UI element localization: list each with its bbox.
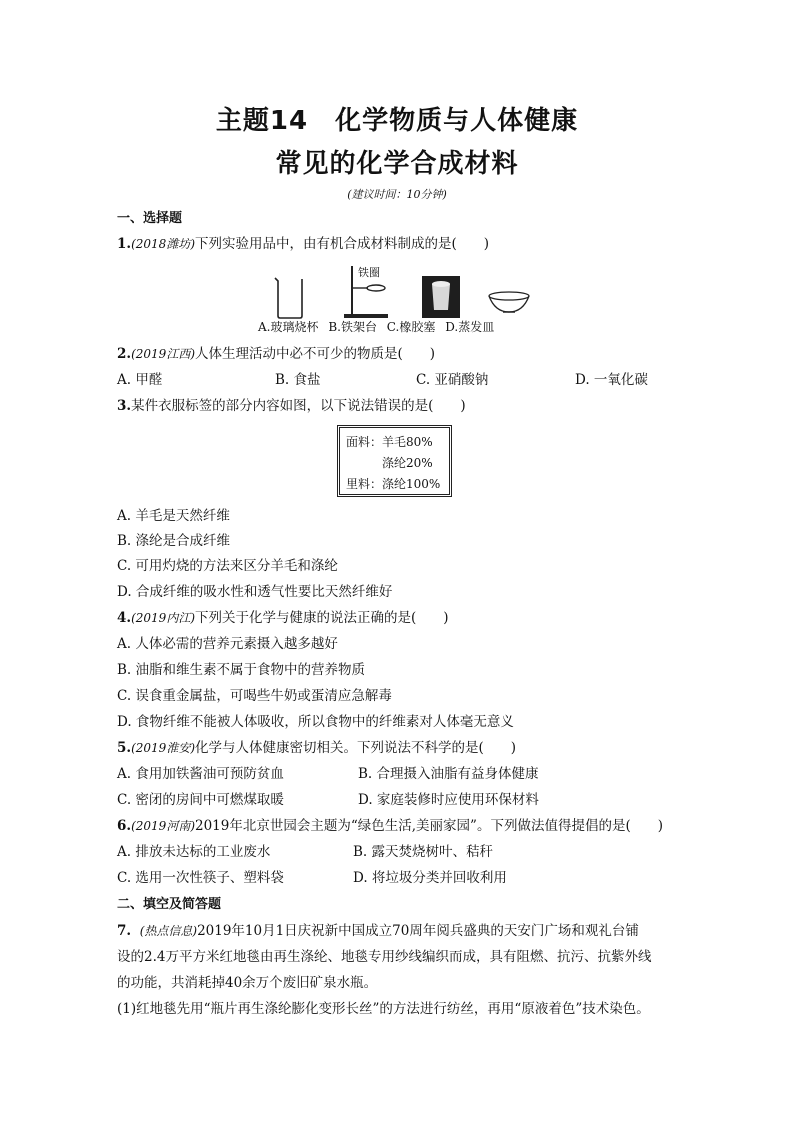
option-a[interactable]: A. 甲醛 (117, 372, 163, 388)
question-source: (热点信息) (139, 924, 198, 938)
option-d[interactable]: D. 合成纤维的吸水性和透气性要比天然纤维好 (117, 584, 393, 600)
figure-tag-iron-ring: 铁圈 (358, 266, 380, 279)
option-c[interactable]: C. 密闭的房间中可燃煤取暖 (117, 792, 284, 808)
question-number: 5. (117, 740, 132, 756)
question-number: 3. (117, 398, 132, 414)
option-a[interactable]: A. 食用加铁酱油可预防贫血 (117, 766, 284, 782)
option-c[interactable]: C. 亚硝酸钠 (416, 372, 489, 388)
page-subtitle: 常见的化学合成材料 (275, 149, 519, 179)
option-d[interactable]: D. 将垃圾分类并回收利用 (353, 870, 507, 886)
label-line: 面料：羊毛80% (346, 435, 433, 449)
figure-labels (258, 318, 500, 335)
question-6 (117, 817, 663, 835)
beaker-icon (272, 276, 308, 320)
option-b[interactable]: B. 食盐 (275, 372, 321, 388)
rubber-stopper-icon (422, 276, 460, 318)
question-7-line-2: 设的2.4万平方米红地毯由再生涤纶、地毯专用纱线编织而成，具有阻燃、抗污、抗紫外线 (117, 949, 652, 965)
question-3 (117, 397, 466, 415)
option-a[interactable]: A. 排放未达标的工业废水 (117, 844, 271, 860)
question-number: 6. (117, 818, 132, 834)
question-1 (117, 235, 489, 253)
option-c[interactable]: C. 可用灼烧的方法来区分羊毛和涤纶 (117, 558, 338, 574)
question-source: (2018潍坊) (131, 237, 195, 251)
option-d[interactable]: D. 一氧化碳 (575, 372, 648, 388)
option-d[interactable]: D. 家庭装修时应使用环保材料 (358, 792, 539, 808)
question-source: (2019内江) (131, 611, 195, 625)
question-stem: 化学与人体健康密切相关。下列说法不科学的是( ) (195, 740, 517, 756)
option-b-label[interactable]: B.铁架台 (328, 320, 377, 334)
question-number: 2. (117, 346, 132, 362)
section-heading-fill: 二、填空及简答题 (117, 897, 222, 912)
question-stem: 2019年北京世园会主题为“绿色生活,美丽家园”。下列做法值得提倡的是( ) (195, 818, 663, 834)
option-b[interactable]: B. 合理摄入油脂有益身体健康 (358, 766, 539, 782)
question-stem: 下列实验用品中，由有机合成材料制成的是( ) (195, 236, 490, 252)
evaporating-dish-icon (487, 290, 531, 314)
section-heading-choice: 一、选择题 (117, 211, 183, 226)
option-d[interactable]: D. 食物纤维不能被人体吸收，所以食物中的纤维素对人体毫无意义 (117, 714, 514, 730)
question-7-line-3: 的功能，共消耗掉40余万个废旧矿泉水瓶。 (117, 975, 378, 991)
time-note: (建议时间：10分钟) (347, 188, 447, 201)
question-5 (117, 739, 516, 757)
label-line: 里料：涤纶100% (346, 477, 441, 491)
question-2 (117, 345, 435, 363)
question-4 (117, 609, 449, 627)
question-text: 2019年10月1日庆祝新中国成立70周年阅兵盛典的天安门广场和观礼台铺 (197, 923, 639, 939)
question-source: (2019河南) (131, 819, 195, 833)
option-c-label[interactable]: C.橡胶塞 (386, 320, 436, 334)
question-7 (117, 922, 639, 940)
option-a-label[interactable]: A.玻璃烧杯 (258, 320, 319, 334)
option-b[interactable]: B. 露天焚烧树叶、秸秆 (353, 844, 494, 860)
question-number: 4. (117, 610, 132, 626)
option-b[interactable]: B. 涤纶是合成纤维 (117, 533, 231, 549)
question-stem: 下列关于化学与健康的说法正确的是( ) (195, 610, 449, 626)
option-a[interactable]: A. 人体必需的营养元素摄入越多越好 (117, 636, 338, 652)
question-stem: 人体生理活动中必不可少的物质是( ) (195, 346, 436, 362)
page-title: 主题14 化学物质与人体健康 (215, 106, 579, 136)
option-c[interactable]: C. 选用一次性筷子、塑料袋 (117, 870, 284, 886)
question-source: (2019江西) (131, 347, 195, 361)
option-b[interactable]: B. 油脂和维生素不属于食物中的营养物质 (117, 662, 366, 678)
question-stem: 某件衣服标签的部分内容如图，以下说法错误的是( ) (131, 398, 466, 414)
question-source: (2019淮安) (131, 741, 195, 755)
label-line: 涤纶20% (346, 456, 433, 470)
question-number: 1. (117, 236, 132, 252)
question-7-sub-1: (1)红地毯先用“瓶片再生涤纶膨化变形长丝”的方法进行纺丝，再用“原液着色”技术染色。 (117, 1001, 650, 1017)
option-d-label[interactable]: D.蒸发皿 (445, 320, 495, 334)
option-c[interactable]: C. 误食重金属盐，可喝些牛奶或蛋清应急解毒 (117, 688, 392, 704)
question-number: 7. (117, 923, 132, 939)
option-a[interactable]: A. 羊毛是天然纤维 (117, 508, 230, 524)
clothing-label-box (337, 425, 452, 497)
